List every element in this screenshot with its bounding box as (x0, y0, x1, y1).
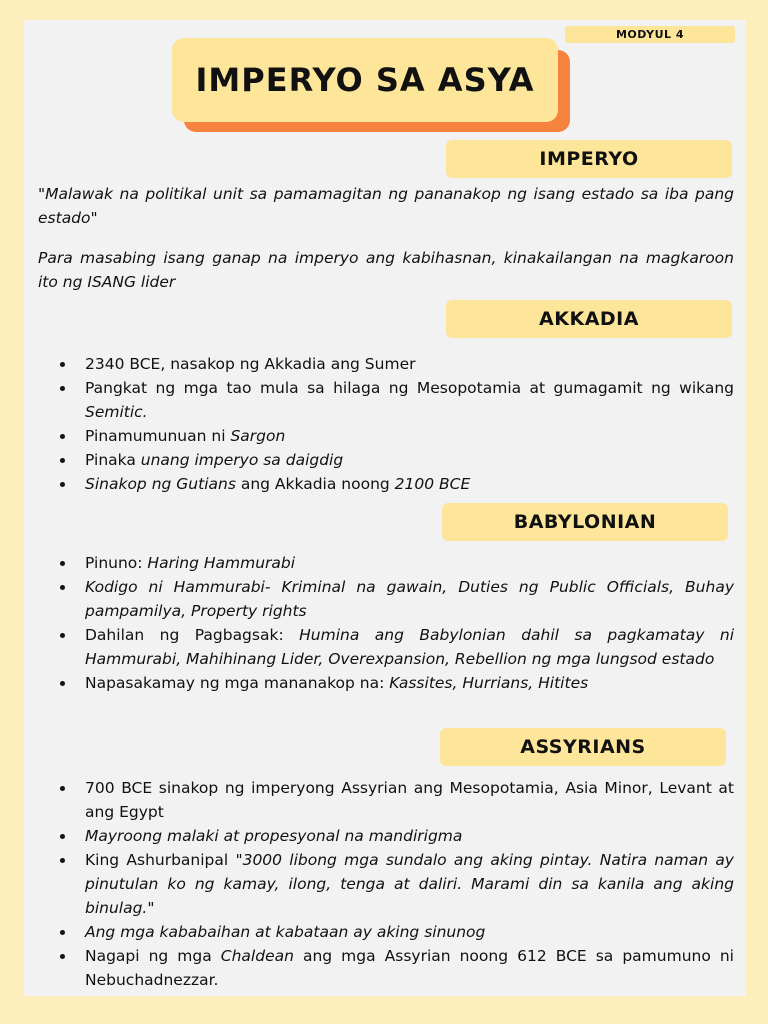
heading-imperyo: IMPERYO (446, 140, 732, 178)
akkadia-list (38, 352, 734, 496)
list-item: 700 BCE sinakop ng imperyong Assyrian ang Mesopotamia, Asia Minor, Levant at ang Egypt (38, 776, 734, 824)
heading-babylonian: BABYLONIAN (442, 503, 728, 541)
list-item: Ang mga kababaihan at kabataan ay aking sinunog (38, 920, 734, 944)
list-item: Mayroong malaki at propesyonal na mandirigma (38, 824, 734, 848)
babylonian-list (38, 551, 734, 695)
list-item: Nagapi ng mga Chaldean ang mga Assyrian noong 612 BCE sa pamumuno ni Nebuchadnezzar. (38, 944, 734, 992)
list-item: Dahilan ng Pagbagsak: Humina ang Babylonian dahil sa pagkamatay ni Hammurabi, Mahihinang Lider, Overexpansion, Rebellion ng mga lungsod estado (38, 623, 734, 671)
list-item: Pinuno: Haring Hammurabi (38, 551, 734, 575)
list-item: Sinakop ng Gutians ang Akkadia noong 2100 BCE (38, 472, 734, 496)
list-item: King Ashurbanipal "3000 libong mga sundalo ang aking pintay. Natira naman ay pinutulan ko ng kamay, ilong, tenga at daliri. Marami din sa kanila ang aking binulag." (38, 848, 734, 920)
list-item: Pangkat ng mga tao mula sa hilaga ng Mesopotamia at gumagamit ng wikang Semitic. (38, 376, 734, 424)
list-item: Napasakamay ng mga mananakop na: Kassites, Hurrians, Hitites (38, 671, 734, 695)
imperyo-definition: "Malawak na politikal unit sa pamamagitan ng pananakop ng isang estado sa iba pang estado" (38, 185, 734, 227)
assyrians-list (38, 776, 734, 992)
list-item: Kodigo ni Hammurabi- Kriminal na gawain, Duties ng Public Officials, Buhay pampamilya, Property rights (38, 575, 734, 623)
heading-assyrians: ASSYRIANS (440, 728, 726, 766)
imperyo-requirement: Para masabing isang ganap na imperyo ang kabihasnan, kinakailangan na magkaroon ito ng ISANG lider (38, 249, 734, 291)
worksheet-page (24, 20, 746, 996)
page-title: IMPERYO SA ASYA (195, 61, 535, 99)
list-item: 2340 BCE, nasakop ng Akkadia ang Sumer (38, 352, 734, 376)
module-label: MODYUL 4 (565, 26, 735, 43)
list-item: Pinamumunuan ni Sargon (38, 424, 734, 448)
heading-akkadia: AKKADIA (446, 300, 732, 338)
title-box (172, 38, 558, 122)
list-item: Pinaka unang imperyo sa daigdig (38, 448, 734, 472)
